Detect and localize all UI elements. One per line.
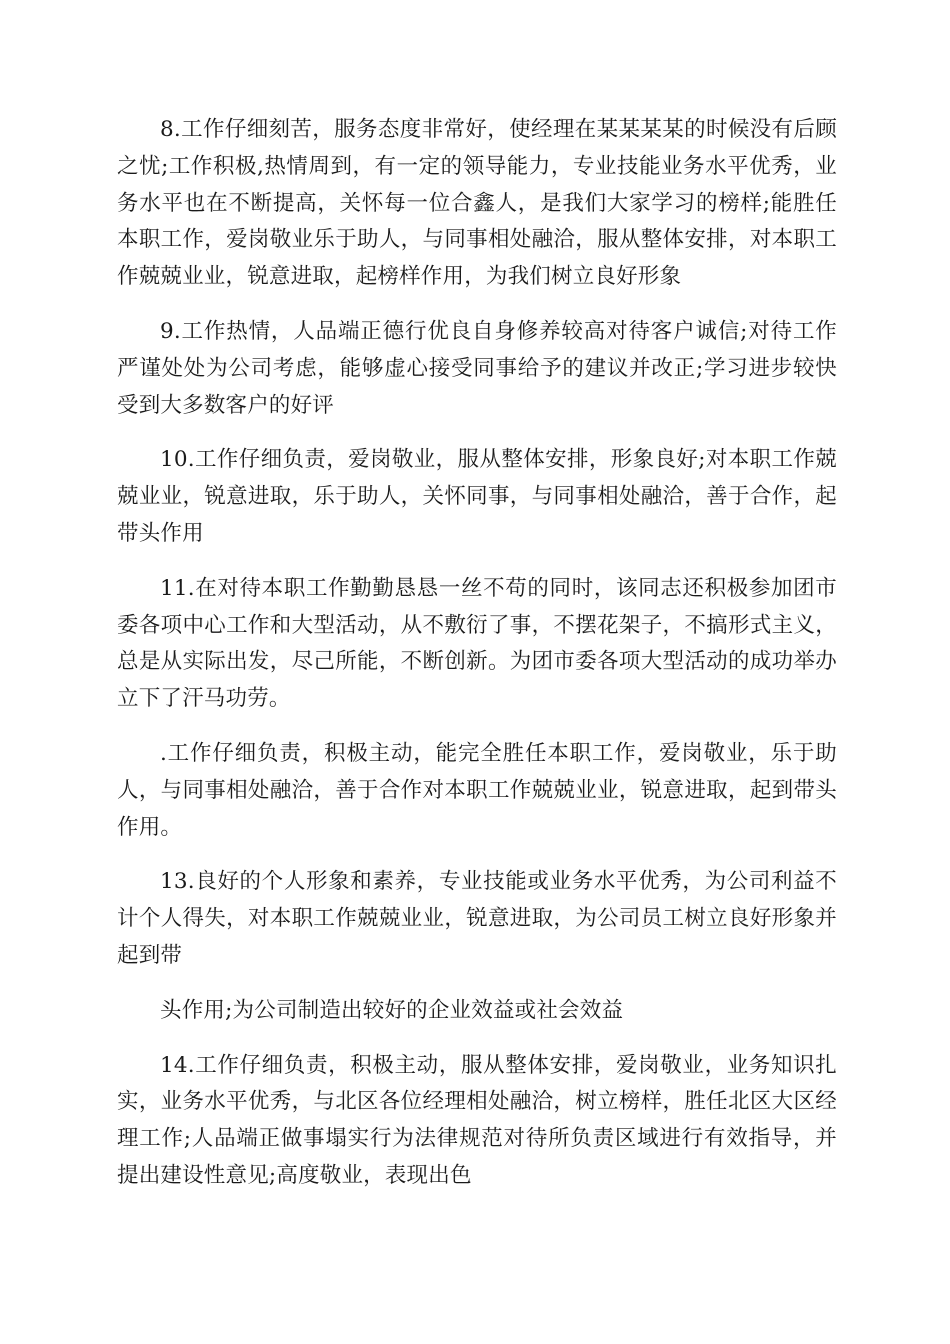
- paragraph-item-12: .工作仔细负责，积极主动，能完全胜任本职工作，爱岗敬业，乐于助人，与同事相处融洽，善于合作对本职工作兢兢业业，锐意进取，起到带头作用。: [117, 740, 837, 840]
- paragraph-item-13: 13.良好的个人形象和素养，专业技能或业务水平优秀，为公司利益不计个人得失，对本职工作兢兢业业，锐意进取，为公司员工树立良好形象并起到带: [117, 869, 837, 968]
- document-page: [117, 112, 837, 1213]
- paragraph-item-8: 8.工作仔细刻苦，服务态度非常好，使经理在某某某某的时候没有后顾之忧;工作积极,热情周到，有一定的领导能力，专业技能业务水平优秀，业务水平也在不断提高，关怀每一位合鑫人，是我们大家学习的榜样;能胜任本职工作，爱岗敬业乐于助人，与同事相处融洽，服从整体安排，对本职工作兢兢业业，锐意进取，起榜样作用，为我们树立良好形象: [117, 117, 837, 290]
- paragraph-item-13-continued: 头作用;为公司制造出较好的企业效益或社会效益: [160, 997, 624, 1023]
- paragraph-item-9: 9.工作热情，人品端正德行优良自身修养较高对待客户诚信;对待工作严谨处处为公司考虑，能够虚心接受同事给予的建议并改正;学习进步较快受到大多数客户的好评: [117, 318, 837, 418]
- paragraph-item-14: 14.工作仔细负责，积极主动，服从整体安排，爱岗敬业，业务知识扎实，业务水平优秀，与北区各位经理相处融洽，树立榜样，胜任北区大区经理工作;人品端正做事塌实行为法律规范对待所负责区域进行有效指导，并提出建设性意见;高度敬业，表现出色: [117, 1052, 837, 1188]
- paragraph-item-10: 10.工作仔细负责，爱岗敬业，服从整体安排，形象良好;对本职工作兢兢业业，锐意进取，乐于助人，关怀同事，与同事相处融洽，善于合作，起带头作用: [117, 447, 837, 546]
- paragraph-item-11: 11.在对待本职工作勤勤恳恳一丝不苟的同时，该同志还积极参加团市委各项中心工作和大型活动，从不敷衍了事，不摆花架子，不搞形式主义，总是从实际出发，尽己所能，不断创新。为团市委各项大型活动的成功举办立下了汗马功劳。: [117, 575, 837, 712]
